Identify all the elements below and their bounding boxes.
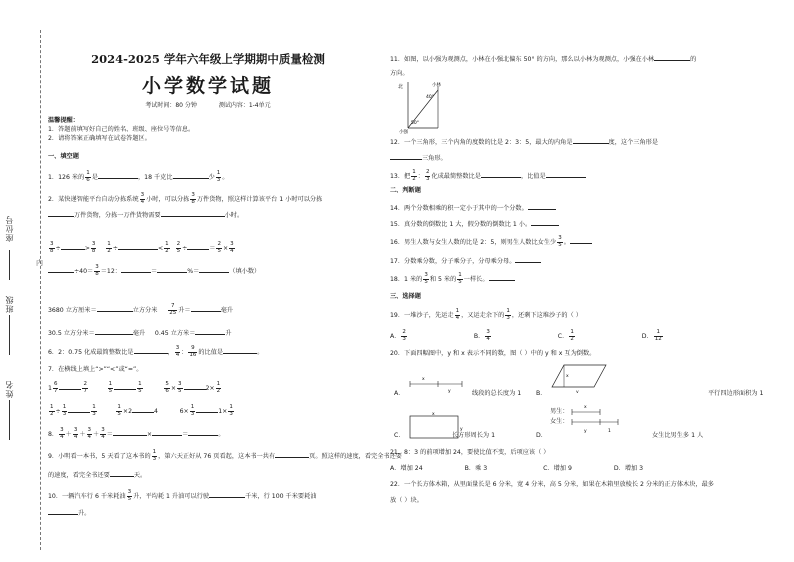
svg-text:1: 1 [608, 429, 611, 434]
question-2-cont: 万件货物，分拣一万件货物需要 小时。 [48, 210, 243, 219]
question-22: 22．一个长方体木箱，从里面量长是 6 分米，宽 4 分米，高 5 分米，如果在木箱里放棱长 2 分米的正方体木块，最多 [390, 481, 714, 488]
question-20: 20．下面四幅图中，y 和 x 表示不同的数，图（ ）中的 y 和 x 互为倒数。 [390, 350, 596, 357]
question-11-cont: 方向。 [390, 70, 409, 77]
north-label: 北 [398, 84, 404, 90]
parallelogram-figure [550, 363, 610, 393]
notice-item-1: 1．答题前填写好自己的姓名、班级、座位号等信息。 [48, 126, 195, 133]
class-line [9, 315, 10, 355]
exam-scope: 测试内容：1-4单元 [218, 102, 271, 109]
question-7-row2: $\frac{1}{2}$ ÷ $\frac{1}{3}$ $\frac{1}{3}$ $\frac{1}{5}$ ×2 4 6× $\frac{1}{3}$ 1× $\frac{1}{3}$ [50, 404, 233, 417]
exam-meta [48, 100, 368, 109]
question-12-cont: 三角形。 [390, 153, 447, 162]
section-choice: 三、选择题 [390, 293, 421, 300]
bar-model-figure [570, 404, 650, 438]
document-title: 2024-2025 学年六年级上学期期中质量检测 [91, 52, 325, 66]
svg-text:y: y [576, 390, 579, 393]
svg-text:y: y [584, 429, 587, 434]
question-9-cont: 的速度，看完全书还要 天。 [48, 472, 147, 479]
option-d-label: D． [536, 432, 547, 439]
svg-text:x: x [422, 377, 425, 382]
question-2: 2．某快递智能平台自动分拣系统 $\frac{3}{4}$ 小时，可以分拣 $\frac{3}{8}$ 万件货物，照这样计算该平台 1 小时可以分拣 [48, 192, 323, 205]
svg-text:y: y [460, 427, 463, 432]
question-21: 21．8：3 的前项增加 24，要使比值不变，后项应该（ ） [390, 449, 550, 456]
option-c-label: C． [394, 432, 405, 439]
direction-figure [396, 78, 448, 134]
notice-heading: 温馨提醒： [48, 117, 79, 124]
question-13: 13．把 $\frac{1}{2}$ ： $\frac{2}{3}$ 化成最简整数比是 ，比值是 [390, 170, 586, 182]
small-lin-label: 小林 [432, 83, 441, 88]
segment-figure [408, 372, 468, 394]
notice-item-2: 2．请将答案正确填写在试卷答题区。 [48, 135, 151, 142]
question-19-options: A． $\frac{2}{3}$ B． $\frac{3}{4}$ C． $\frac{1}{2}$ D． $\frac{1}{12}$ [390, 329, 662, 342]
question-1: 1．126 米的 $\frac{1}{6}$ 是 ，18 千克比 少 $\frac{1}{3}$ 。 [48, 170, 229, 183]
option-a-text: 线段的总长度为 1 [472, 390, 522, 397]
question-22-cont: 放（ ）块。 [390, 497, 423, 504]
name-label: 姓名 [5, 380, 14, 398]
small-qiang-label: 小强 [399, 130, 408, 134]
seat-label: 座位号 [5, 215, 14, 242]
question-11: 11．如图，以小强为观测点，小林在小强北偏东 50° 的方向，那么以小林为观测点，小强在小林 的 [390, 56, 697, 63]
angle-50: 50° [411, 121, 419, 126]
option-c-text: 长方形周长为 1 [452, 432, 496, 439]
question-9: 9．小明看一本书，5 天看了这本书的 $\frac{1}{3}$ ，第六天正好从 76 页看起，这本书一共有 页。照这样的速度，看完全书还要 [48, 449, 402, 462]
svg-text:y: y [448, 389, 451, 394]
question-7-row1: 1 $\frac{6}{7}$ $\frac{2}{7}$ $\frac{1}{5}$ $\frac{1}{5}$ $\frac{5}{6}$ × $\frac{3}{5}$ 2× $\frac{1}{2}$ [48, 381, 221, 394]
option-b-label: B． [536, 390, 547, 397]
question-16: 16．男生人数与女生人数的比是 2：5，则男生人数比女生少 $\frac{3}{5}$ 。 [390, 236, 592, 248]
document-subtitle: 小学数学试题 [141, 75, 274, 97]
name-line [9, 400, 10, 440]
question-4-row1: 3680 立方厘米＝ 立方分米 $\frac{7}{25}$ 升＝ 毫升 [48, 303, 233, 316]
exam-time: 考试时间：80 分钟 [145, 102, 197, 109]
binding-strip [0, 0, 46, 562]
boys-label: 男生： [550, 408, 569, 415]
question-18: 18．1 米的 $\frac{3}{5}$ 和 5 米的 $\frac{1}{5}$ 一样长。 [390, 273, 515, 285]
svg-text:x: x [584, 405, 587, 410]
angle-40: 40° [426, 95, 434, 100]
question-19: 19．一堆沙子，先运走 $\frac{1}{4}$ ，又运走余下的 $\frac{1}{3}$ ，还剩下这堆沙子的（ ） [390, 308, 582, 321]
question-3-row1: $\frac{3}{8}$ ÷ > $\frac{3}{8}$ $\frac{1}{2}$ ÷ < $\frac{1}{2}$ $\frac{2}{5}$ ÷ ＝ $\frac{2}{5}$ × $\frac{3}{4}$ [50, 241, 234, 254]
option-d-text: 女生比男生多 1 人 [652, 432, 704, 439]
section-true-false: 二、判断题 [390, 187, 421, 194]
question-17: 17．分数乘分数，分子乘分子，分母乘分母。 [390, 256, 541, 265]
question-7: 7．在横线上填上“>”“<”或“=”。 [48, 366, 143, 373]
cut-line [40, 30, 41, 550]
question-15: 15．真分数的倒数比 1 大，假分数的倒数比 1 小。 [390, 219, 559, 228]
svg-text:x: x [432, 412, 435, 417]
section-fill-blank: 一、填空题 [48, 153, 79, 160]
question-10-cont: 升。 [48, 508, 90, 517]
question-21-options: A．增加 24 B．乘 3 C．增加 9 D．增加 3 [390, 465, 644, 472]
question-4-row2: 30.5 立方分米＝ 毫升 0.45 立方米＝ 升 [48, 330, 232, 337]
girls-label: 女生： [550, 418, 569, 425]
question-14: 14．两个分数相乘的积一定小于其中的一个分数。 [390, 203, 556, 212]
option-b-text: 平行四边形面积为 1 [708, 390, 764, 397]
question-10: 10．一辆汽车行 6 千米耗油 $\frac{3}{5}$ 升，平均耗 1 升油可以行驶 千米，行 100 千米要耗油 [48, 489, 317, 502]
class-label: 班级 [5, 295, 14, 313]
cut-mark: 内 [36, 259, 43, 267]
question-3-row2: ÷40＝ $\frac{3}{8}$ ＝12： ＝ %＝ （填小数） [48, 265, 260, 277]
question-8: 8． $\frac{3}{4}$ ＋ $\frac{3}{4}$ ＋ $\frac{3}{4}$ ＋ $\frac{3}{4}$ ＝ × ＝ 。 [48, 427, 225, 440]
question-6: 6．2：0.75 化成最简整数比是 ， $\frac{3}{4}$ ： $\frac{9}{16}$ 的比值是 。 [48, 345, 264, 358]
svg-text:x: x [566, 374, 569, 379]
question-12: 12．一个三角形，三个内角的度数的比是 2：3：5，最大的内角是 度，这个三角形是 [390, 139, 659, 146]
option-a-label: A． [394, 390, 405, 397]
seat-line [9, 250, 10, 280]
